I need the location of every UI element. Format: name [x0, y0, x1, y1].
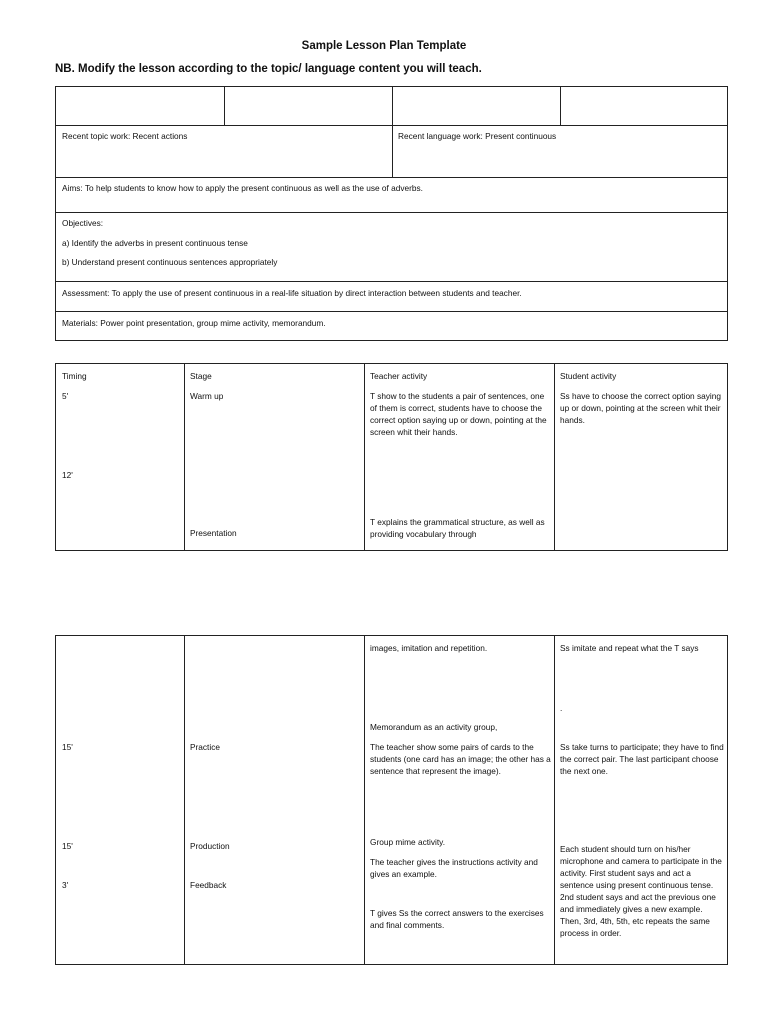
- page-title: Sample Lesson Plan Template: [301, 40, 467, 52]
- header-student-activity: Student activity: [560, 371, 617, 381]
- recent-language: Recent language work: Present continuous: [398, 131, 557, 141]
- activity-table-2: [55, 635, 728, 965]
- stage-practice: Practice: [190, 742, 220, 752]
- teacher-warmup: T show to the students a pair of sentences, one of them is correct, students have to choose the correct option saying up or down, pointing at the screen whit their hands.: [370, 391, 547, 437]
- aims: Aims: To help students to know how to apply the present continuous as well as the use of adverbs.: [62, 183, 423, 193]
- timing-presentation: 12': [62, 470, 73, 480]
- teacher-feedback: T gives Ss the correct answers to the exercises and final comments.: [370, 908, 544, 930]
- teacher-practice: The teacher show some pairs of cards to the students (one card has an image; the other has a sentence that represent the image).: [370, 742, 551, 776]
- objective-b: b) Understand present continuous sentences appropriately: [62, 257, 278, 267]
- row-divider: [56, 311, 727, 312]
- student-production: Each student should turn on his/her microphone and camera to participate in the activity. First student says and act a sentence using present continuous tense. 2nd student says and act the previous one and immediately gives a new example. Then, 3rd, 4th, 5th, etc repeats the same process in order.: [560, 844, 722, 938]
- col-divider: [560, 87, 561, 125]
- recent-topic: Recent topic work: Recent actions: [62, 131, 188, 141]
- info-table: [55, 86, 728, 341]
- stage-feedback: Feedback: [190, 880, 227, 890]
- student-warmup: Ss have to choose the correct option saying up or down, pointing at the screen whit their hands.: [560, 391, 721, 425]
- student-presentation: Ss imitate and repeat what the T says: [560, 643, 699, 653]
- row-divider: [56, 212, 727, 213]
- teacher-presentation: T explains the grammatical structure, as well as providing vocabulary through: [370, 517, 545, 539]
- objectives-heading: Objectives:: [62, 218, 104, 228]
- teacher-production-b: The teacher gives the instructions activity and gives an example.: [370, 857, 538, 879]
- assessment: Assessment: To apply the use of present continuous in a real-life situation by direct interaction between students and teacher.: [62, 288, 522, 298]
- header-timing: Timing: [62, 371, 87, 381]
- col-divider: [184, 636, 185, 964]
- col-divider: [224, 87, 225, 125]
- timing-feedback: 3': [62, 880, 69, 890]
- student-dot: .: [560, 703, 563, 713]
- row-divider: [56, 177, 727, 178]
- timing-warmup: 5': [62, 391, 69, 401]
- header-teacher-activity: Teacher activity: [370, 371, 428, 381]
- nb-note: NB. Modify the lesson according to the topic/ language content you will teach.: [55, 63, 482, 75]
- col-divider: [364, 636, 365, 964]
- teacher-presentation-cont: images, imitation and repetition.: [370, 643, 488, 653]
- teacher-memorandum: Memorandum as an activity group,: [370, 722, 498, 732]
- student-practice: Ss take turns to participate; they have to find the correct pair. The last participant choose the next one.: [560, 742, 724, 776]
- timing-practice: 15': [62, 742, 73, 752]
- header-stage: Stage: [190, 371, 212, 381]
- row-divider: [56, 281, 727, 282]
- activity-table-1: [55, 363, 728, 551]
- objective-a: a) Identify the adverbs in present continuous tense: [62, 238, 248, 248]
- col-divider: [184, 364, 185, 550]
- col-divider: [554, 636, 555, 964]
- col-divider: [392, 87, 393, 177]
- timing-production: 15': [62, 841, 73, 851]
- stage-warmup: Warm up: [190, 391, 224, 401]
- col-divider: [364, 364, 365, 550]
- teacher-production-a: Group mime activity.: [370, 837, 445, 847]
- stage-presentation: Presentation: [190, 528, 237, 538]
- stage-production: Production: [190, 841, 230, 851]
- materials: Materials: Power point presentation, group mime activity, memorandum.: [62, 318, 326, 328]
- col-divider: [554, 364, 555, 550]
